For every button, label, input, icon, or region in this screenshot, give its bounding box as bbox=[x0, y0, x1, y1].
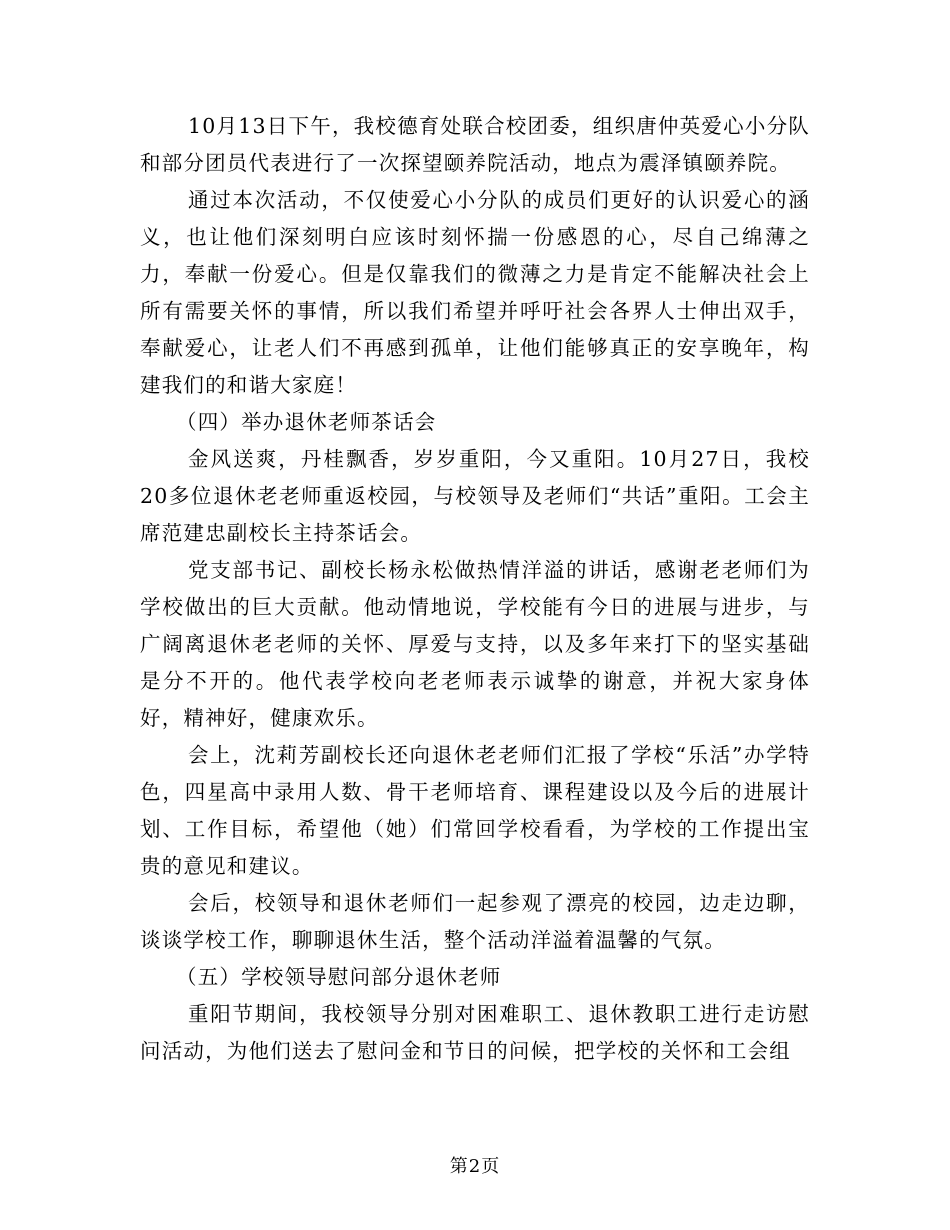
paragraph-party-secretary-speech: 党支部书记、副校长杨永松做热情洋溢的讲话，感谢老老师们为学校做出的巨大贡献。他动情地说，学校能有今日的进展与进步，与广阔离退休老老师的关怀、厚爱与支持，以及多年来打下的坚实基础是分不开的。他代表学校向老老师表示诚挚的谢意，并祝大家身体好，精神好，健康欢乐。 bbox=[140, 558, 810, 730]
paragraph-campus-tour: 会后，校领导和退休老师们一起参观了漂亮的校园，边走边聊，谈谈学校工作，聊聊退休生活，整个活动洋溢着温馨的气氛。 bbox=[140, 891, 810, 952]
page-number: 第2页 bbox=[449, 1156, 501, 1177]
paragraph-visit-nursing-home: 10月13日下午，我校德育处联合校团委，组织唐仲英爱心小分队和部分团员代表进行了一次探望颐养院活动，地点为震泽镇颐养院。 bbox=[140, 114, 810, 175]
paragraph-vice-principal-report: 会上，沈莉芳副校长还向退休老老师们汇报了学校“乐活”办学特色，四星高中录用人数、骨干老师培育、课程建设以及今后的进展计划、工作目标，希望他（她）们常回学校看看，为学校的工作提出宝贵的意见和建议。 bbox=[140, 743, 810, 878]
section-heading-tea-party: （四）举办退休老师茶话会 bbox=[176, 410, 437, 434]
document-body bbox=[140, 108, 810, 1070]
section-heading-leader-visits: （五）学校领导慰问部分退休老师 bbox=[176, 965, 502, 989]
paragraph-double-ninth-visits: 重阳节期间，我校领导分别对困难职工、退休教职工进行走访慰问活动，为他们送去了慰问金和节日的问候，把学校的关怀和工会组 bbox=[140, 1002, 810, 1063]
paragraph-activity-reflection: 通过本次活动，不仅使爱心小分队的成员们更好的认识爱心的涵义，也让他们深刻明白应该时刻怀揣一份感恩的心，尽自己绵薄之力，奉献一份爱心。但是仅靠我们的微薄之力是肯定不能解决社会上所有需要关怀的事情，所以我们希望并呼吁社会各界人士伸出双手，奉献爱心，让老人们不再感到孤单，让他们能够真正的安享晚年，构建我们的和谐大家庭！ bbox=[140, 188, 810, 397]
paragraph-tea-party-intro: 金风送爽，丹桂飘香，岁岁重阳，今又重阳。10月27日，我校20多位退休老老师重返校园，与校领导及老师们“共话”重阳。工会主席范建忠副校长主持茶话会。 bbox=[140, 447, 810, 545]
